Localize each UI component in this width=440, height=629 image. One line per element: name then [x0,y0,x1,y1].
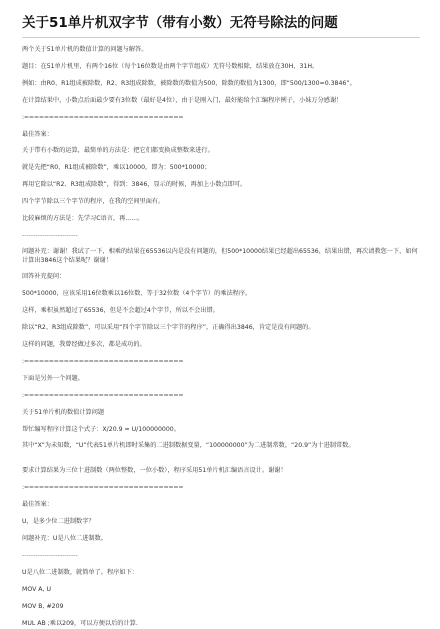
paragraph: 比较麻烦的方法是：先学习C语言，再......。 [22,215,144,222]
paragraph: 问题补充：谢谢！我试了一下，相乘的结果在65536以内是没有问题的，但500*10000结果已经超出65536，结果出错，再次请教您一下，如何计算出3846这个结果呢？谢谢！ [22,248,418,264]
paragraph: 回答补充提问： [22,273,66,280]
paragraph: 除以“R2、R3组成除数”，可以采用“四个字节除以三个字节的程序”，正确得出3846，肯定是没有问题的。 [22,324,315,331]
paragraph: 两个关于51单片机的数值计算的问题与解答。 [22,46,148,53]
paragraph: 再用它除以“R2、R3组成除数”，得到：3846，显示的时候，再加上小数点即可。 [22,181,247,188]
title-divider [22,37,420,38]
paragraph: 就是先把“R0、R1组成被除数”，乘以10000，即为：500*10000； [22,164,211,171]
paragraph: 题目：在51单片机里，有两个16位（每个16位数是由两个字节组成）无符号数相除，结果放在30H、31H。 [22,63,319,70]
paragraph: U是八位二进制数，就简单了。程序如下： [22,569,138,576]
separator-line: :================================ [22,484,184,491]
code-line: MOV A, U [22,586,51,593]
paragraph: 其中“X”为未知数，“U”代表51单片机即时采集的二进制数据变量，“100000000”为二进制常数，“20.9”为十进制常数。 [22,442,355,449]
paragraph: 例如：由R0、R1组成被除数，R2、R3组成除数，被除数的数值为500，除数的数值为1300，即“500/1300=0.3846”。 [22,80,356,87]
separator-line: ------------------------- [22,552,78,559]
paragraph: 帮忙编写程序计算这个式子：X/20.9 = U/100000000。 [22,426,180,433]
code-line: MOV B, #209 [22,603,64,610]
paragraph: 这样，乘积虽然超过了65536，但是不会超过4个字节，所以不会出错。 [22,307,219,314]
separator-line: ------------------------- [22,232,78,239]
paragraph: 在计算结果中，小数点后面最少要有3位数（最好是4位），由于是刚入门，最好能给个汇编程序例子，小妹万分感谢！ [22,97,343,104]
separator-line: :================================ [22,358,184,365]
separator-line: :================================ [22,114,184,121]
code-line: MUL AB ;乘以209，可以方便以后的计算. [22,620,138,627]
paragraph: 关于51单片机的数值计算问题 [22,409,105,416]
paragraph: 要求计算结果为三位十进制数（两位整数，一位小数），程序采用51单片机汇编语言设计。谢谢！ [22,467,287,474]
separator-line: :================================ [22,392,184,399]
paragraph: 最佳答案： [22,501,53,508]
paragraph: 关于带有小数的运算，最简单的方法是：把它们都变换成整数来进行。 [22,147,214,154]
paragraph: 问题补充：U是八位二进制数。 [22,535,107,542]
paragraph: 500*10000，应该采用16位数乘以16位数、等于32位数（4个字节）的乘法程序。 [22,290,252,297]
page-title: 关于51单片机双字节（带有小数）无符号除法的问题 [22,15,338,31]
paragraph: 四个字节除以三个字节的程序，在我的空间里面有。 [22,198,165,205]
paragraph: U，是多少位二进制数字？ [22,518,95,525]
paragraph: 下面是另外一个问题。 [22,375,84,382]
paragraph: 最佳答案： [22,131,53,138]
paragraph: 这样的问题，我曾经做过多次，都是成功的。 [22,341,146,348]
